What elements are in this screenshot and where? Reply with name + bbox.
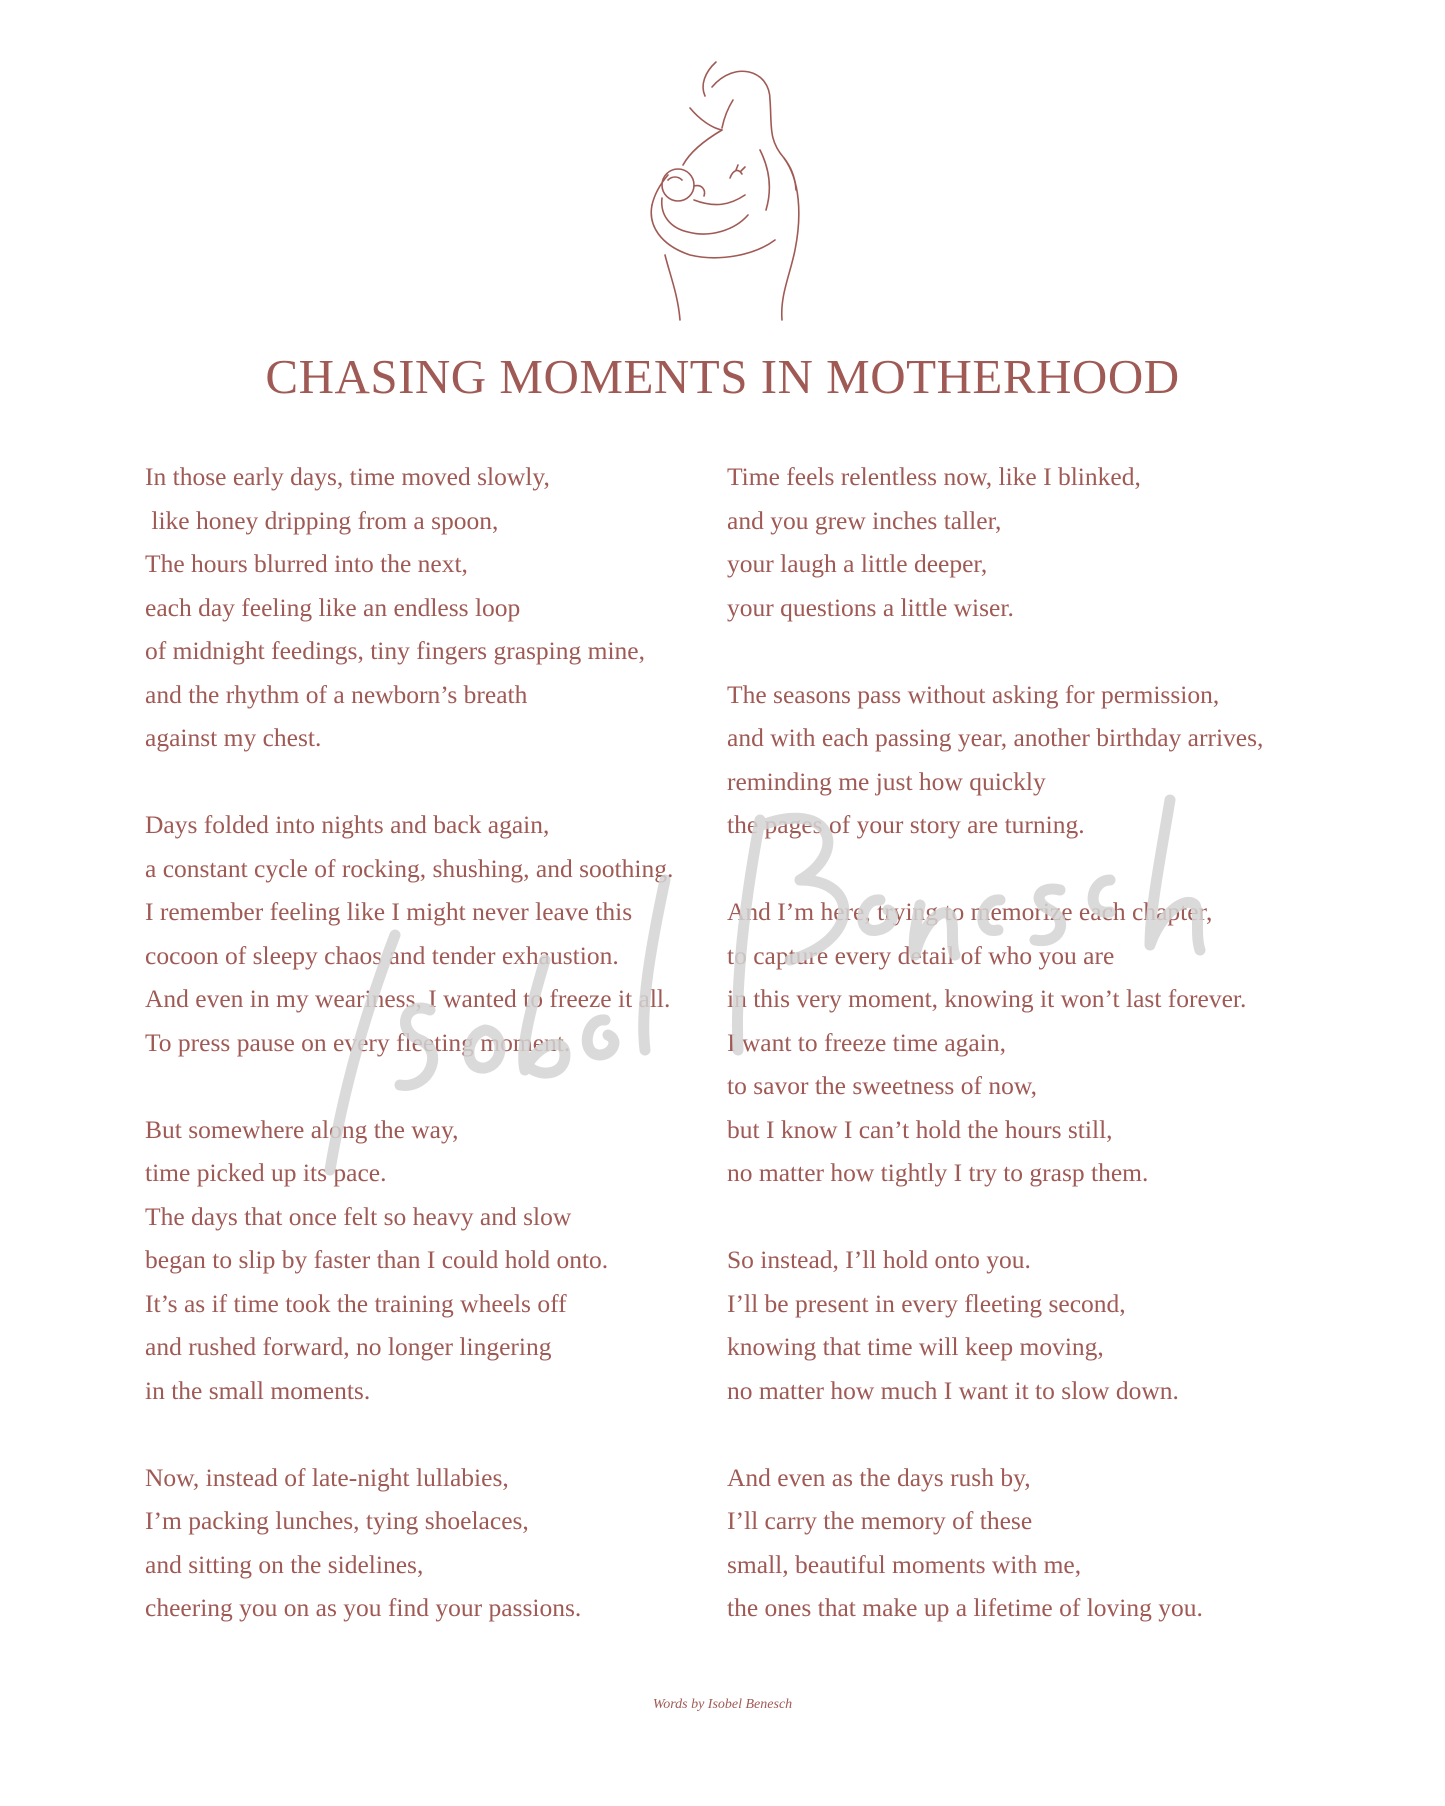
poem-line [727, 1195, 1307, 1239]
poem-line: the ones that make up a lifetime of loving you. [727, 1593, 1203, 1622]
poem-line: in the small moments. [145, 1375, 371, 1405]
poem-line: cheering you on as you find your passions. [145, 1593, 582, 1622]
poem-line: cocoon of sleepy chaos and tender exhaustion. [145, 940, 619, 970]
poem-line: And even as the days rush by, [727, 1462, 1031, 1492]
poem-line: But somewhere along the way, [145, 1114, 459, 1144]
poem-line: It’s as if time took the training wheels off [145, 1288, 567, 1318]
poem-line [145, 760, 705, 804]
poem-line: In those early days, time moved slowly, [145, 462, 550, 491]
poem-line: The hours blurred into the next, [145, 549, 468, 578]
poem-line: like honey dripping from a spoon, [145, 505, 499, 535]
poem-line: no matter how tightly I try to grasp them. [727, 1158, 1149, 1187]
poem-line: and sitting on the sidelines, [145, 1549, 424, 1579]
poem-line: And I’m here, trying to memorize each chapter, [727, 897, 1213, 926]
poem-line: I want to freeze time again, [727, 1027, 1006, 1057]
poem-line: to capture every detail of who you are [727, 940, 1115, 970]
poem-line: and the rhythm of a newborn’s breath [145, 679, 528, 709]
poem-line [727, 847, 1307, 891]
poem-line [145, 1064, 705, 1108]
poem-line [727, 1412, 1307, 1456]
poem-line: but I know I can’t hold the hours still, [727, 1114, 1113, 1144]
poem-line: And even in my weariness, I wanted to freeze it all. [145, 984, 671, 1013]
poem-line: The days that once felt so heavy and slow [145, 1201, 572, 1231]
poem-right-column [727, 455, 1307, 1630]
poem-line [727, 629, 1307, 673]
poem-left-column [145, 455, 705, 1630]
poem-line: time picked up its pace. [145, 1158, 387, 1187]
poem-line: reminding me just how quickly [727, 766, 1046, 796]
poem-line: Days folded into nights and back again, [145, 810, 550, 839]
poem-title: CHASING MOMENTS IN MOTHERHOOD [265, 349, 1180, 404]
poem-line: I remember feeling like I might never leave this [145, 897, 633, 926]
poem-line [145, 1412, 705, 1456]
poem-line: Now, instead of late-night lullabies, [145, 1462, 509, 1492]
poem-line: no matter how much I want it to slow down. [727, 1375, 1179, 1405]
poem-line: and with each passing year, another birthday arrives, [727, 723, 1264, 752]
poem-line: I’m packing lunches, tying shoelaces, [145, 1506, 529, 1535]
poem-line: against my chest. [145, 723, 322, 752]
poem-line: I’ll be present in every fleeting second, [727, 1288, 1126, 1318]
poem-line: and rushed forward, no longer lingering [145, 1332, 552, 1361]
author-credit: Words by Isobel Benesch [652, 1697, 793, 1712]
poem-line: and you grew inches taller, [727, 505, 1002, 535]
poem-line: your laugh a little deeper, [727, 549, 988, 578]
poem-line: each day feeling like an endless loop [145, 592, 521, 622]
poem-line: I’ll carry the memory of these [727, 1506, 1033, 1535]
poem-line: the pages of your story are turning. [727, 810, 1085, 839]
poem-line: a constant cycle of rocking, shushing, and soothing. [145, 853, 674, 883]
poem-line: of midnight feedings, tiny fingers grasping mine, [145, 636, 646, 665]
poem-line: your questions a little wiser. [727, 592, 1014, 622]
poem-line: began to slip by faster than I could hold onto. [145, 1245, 609, 1274]
mother-baby-illustration-icon [0, 0, 1445, 340]
poem-line: Time feels relentless now, like I blinked, [727, 462, 1141, 491]
poem-line: to savor the sweetness of now, [727, 1071, 1037, 1100]
poem-line: The seasons pass without asking for permission, [727, 679, 1220, 709]
poem-line: in this very moment, knowing it won’t last forever. [727, 984, 1247, 1013]
poem-line: So instead, I’ll hold onto you. [727, 1245, 1031, 1274]
poem-line: small, beautiful moments with me, [727, 1549, 1082, 1579]
poem-line: knowing that time will keep moving, [727, 1332, 1104, 1361]
poem-line: To press pause on every fleeting moment. [145, 1027, 571, 1057]
